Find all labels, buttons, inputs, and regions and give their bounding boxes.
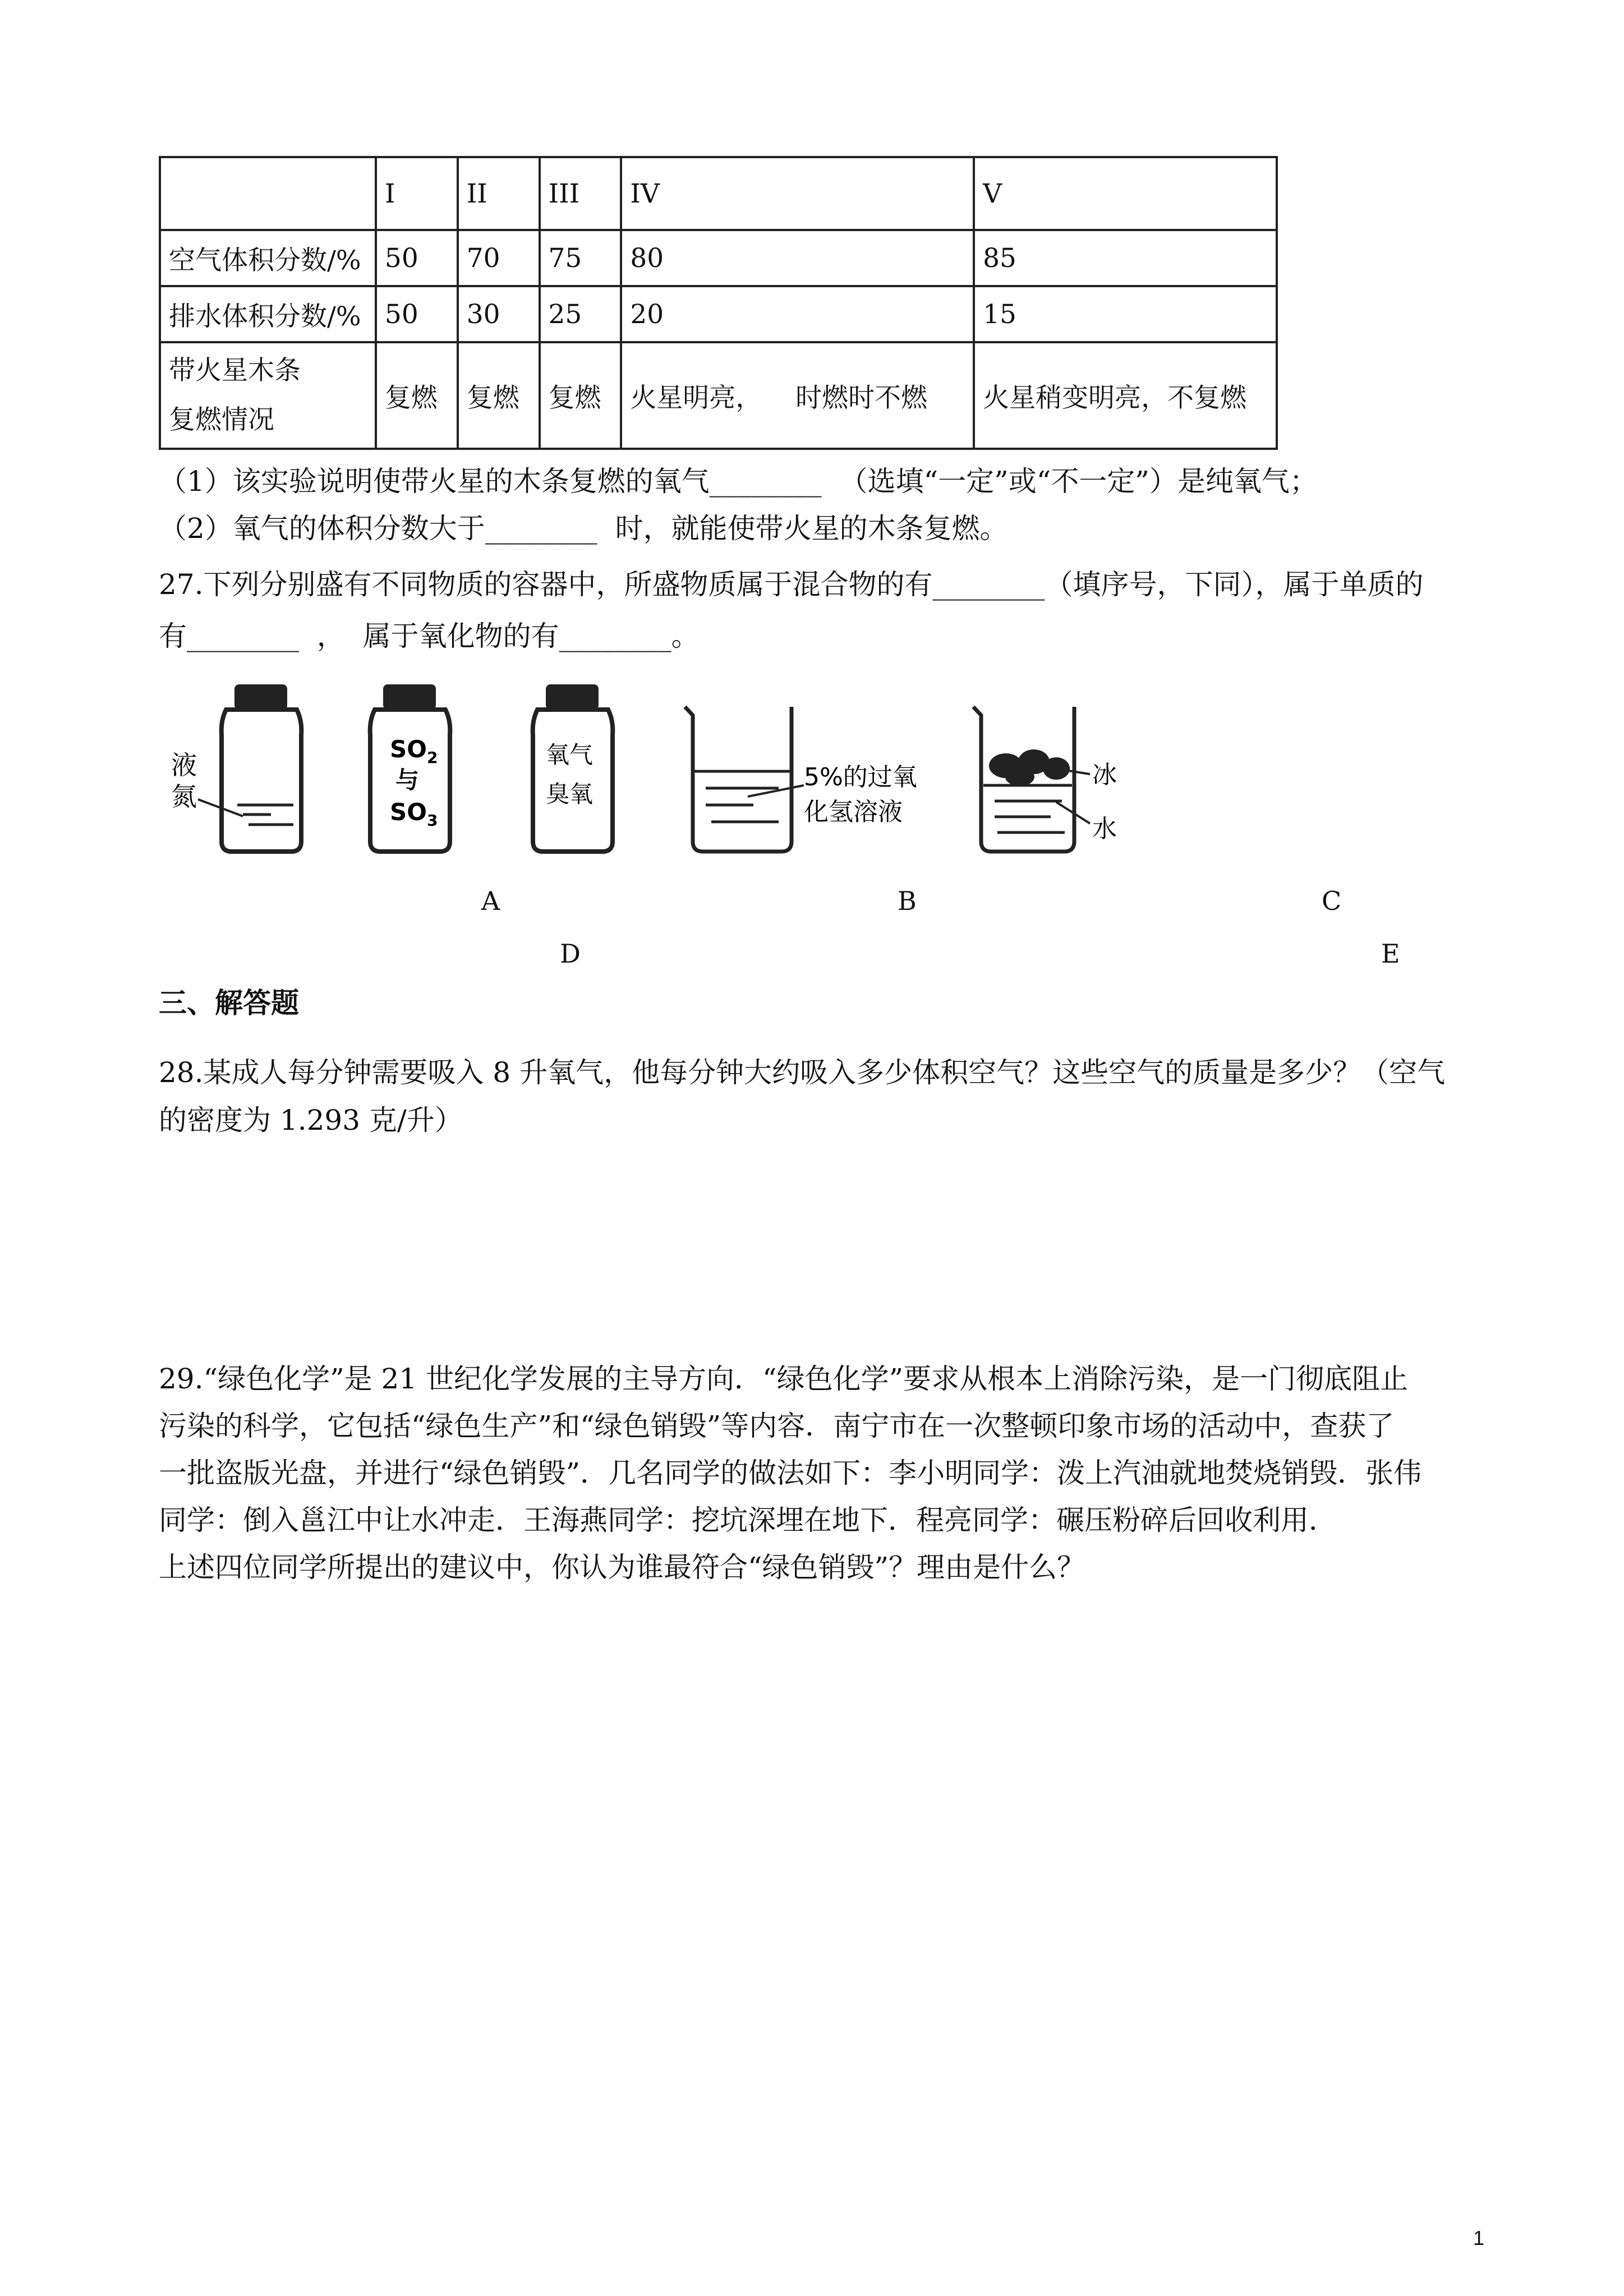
table-cell: 火星明亮， 时燃时不燃 xyxy=(621,342,974,449)
option-e-label: E xyxy=(1381,938,1400,969)
option-b-label: B xyxy=(898,886,917,916)
q26-part1: （1）该实验说明使带火星的木条复燃的氧气________ （选填“一定”或“不一定”）是纯氧气； xyxy=(159,465,1318,498)
bottle-c-label-2: 臭氧 xyxy=(546,780,594,808)
bottle-a-label-1: 液 xyxy=(171,750,197,780)
table-row xyxy=(160,286,1277,342)
bottle-c-label-1: 氧气 xyxy=(546,741,594,769)
table-row xyxy=(160,342,1277,449)
bottle-b-so3-sub: 3 xyxy=(426,811,438,830)
q26-part2: （2）氧气的体积分数大于________ 时，就能使带火星的木条复燃。 xyxy=(159,512,1008,545)
table-cell: 75 xyxy=(540,230,622,286)
table-cell: 复燃 xyxy=(376,342,458,449)
containers-figure xyxy=(159,673,1157,864)
reignite-label-line1: 带火星木条 xyxy=(169,355,301,386)
bottle-b-so2-sub: 2 xyxy=(426,748,438,767)
table-cell: 15 xyxy=(974,286,1277,342)
q29-line5: 上述四位同学所提出的建议中，你认为谁最符合“绿色销毁”？理由是什么？ xyxy=(159,1551,1085,1584)
table-cell: 85 xyxy=(974,230,1277,286)
table-header-cell: I xyxy=(376,157,458,230)
q29-line2: 污染的科学，它包括“绿色生产”和“绿色销毁”等内容．南宁市在一次整顿印象市场的活动中，查获了 xyxy=(159,1410,1395,1442)
beaker-e xyxy=(973,707,1090,852)
table-cell: 25 xyxy=(540,286,622,342)
table-row xyxy=(160,230,1277,286)
table-header-cell: V xyxy=(974,157,1277,230)
q27-line1: 27.下列分别盛有不同物质的容器中，所盛物质属于混合物的有________（填序号，下同），属于单质的 xyxy=(159,568,1424,601)
reignite-label-line2: 复燃情况 xyxy=(169,404,274,435)
beaker-e-ice-label: 冰 xyxy=(1092,761,1117,789)
beaker-d-label-2: 化氢溶液 xyxy=(804,798,903,826)
table-cell: 80 xyxy=(621,230,974,286)
table-cell: 50 xyxy=(376,230,458,286)
experiment-table xyxy=(159,156,1278,450)
table-row-label: 空气体积分数/% xyxy=(160,230,376,286)
q29-line3: 一批盗版光盘，并进行“绿色销毁”．几名同学的做法如下：李小明同学：泼上汽油就地焚烧销毁．张伟 xyxy=(159,1457,1422,1489)
table-cell: 50 xyxy=(376,286,458,342)
table-header-cell: IV xyxy=(621,157,974,230)
table-cell: 70 xyxy=(458,230,540,286)
table-row-label xyxy=(160,342,376,449)
bottle-b-and: 与 xyxy=(395,766,420,794)
table-cell: 复燃 xyxy=(458,342,540,449)
table-cell: 复燃 xyxy=(540,342,622,449)
bottle-a-label-2: 氮 xyxy=(171,781,197,812)
q28-line2: 的密度为 1.293 克/升） xyxy=(159,1104,463,1137)
table-row-label: 排水体积分数/% xyxy=(160,286,376,342)
section-title: 三、解答题 xyxy=(159,986,299,1019)
table-cell: 火星稍变明亮，不复燃 xyxy=(974,342,1277,449)
table-header-cell xyxy=(160,157,376,230)
beaker-e-water-label: 水 xyxy=(1092,815,1117,843)
option-c-label: C xyxy=(1322,886,1342,916)
table-header-cell: III xyxy=(540,157,622,230)
option-a-label: A xyxy=(481,886,500,916)
page-number: 1 xyxy=(1473,2226,1485,2249)
q28-line1: 28.某成人每分钟需要吸入 8 升氧气，他每分钟大约吸入多少体积空气？这些空气的质量是多少？（空气 xyxy=(159,1056,1446,1089)
q29-line1: 29.“绿色化学”是 21 世纪化学发展的主导方向．“绿色化学”要求从根本上消除污染，是一门彻底阻止 xyxy=(159,1363,1409,1395)
bottle-b-so3-main: SO xyxy=(390,798,427,826)
beaker-d-label-1: 5%的过氧 xyxy=(804,763,917,792)
bottle-b-so2-main: SO xyxy=(390,735,427,763)
option-d-label: D xyxy=(560,938,581,969)
bottle-a xyxy=(198,684,301,852)
table-cell: 20 xyxy=(621,286,974,342)
table-cell: 30 xyxy=(458,286,540,342)
table-header-cell: II xyxy=(458,157,540,230)
table-header-row xyxy=(160,157,1277,230)
beaker-d xyxy=(685,707,804,852)
q29-line4: 同学：倒入邕江中让水冲走．王海燕同学：挖坑深埋在地下．程亮同学：碾压粉碎后回收利用． xyxy=(159,1504,1337,1536)
q27-line2: 有________ ， 属于氧化物的有________。 xyxy=(159,620,700,652)
